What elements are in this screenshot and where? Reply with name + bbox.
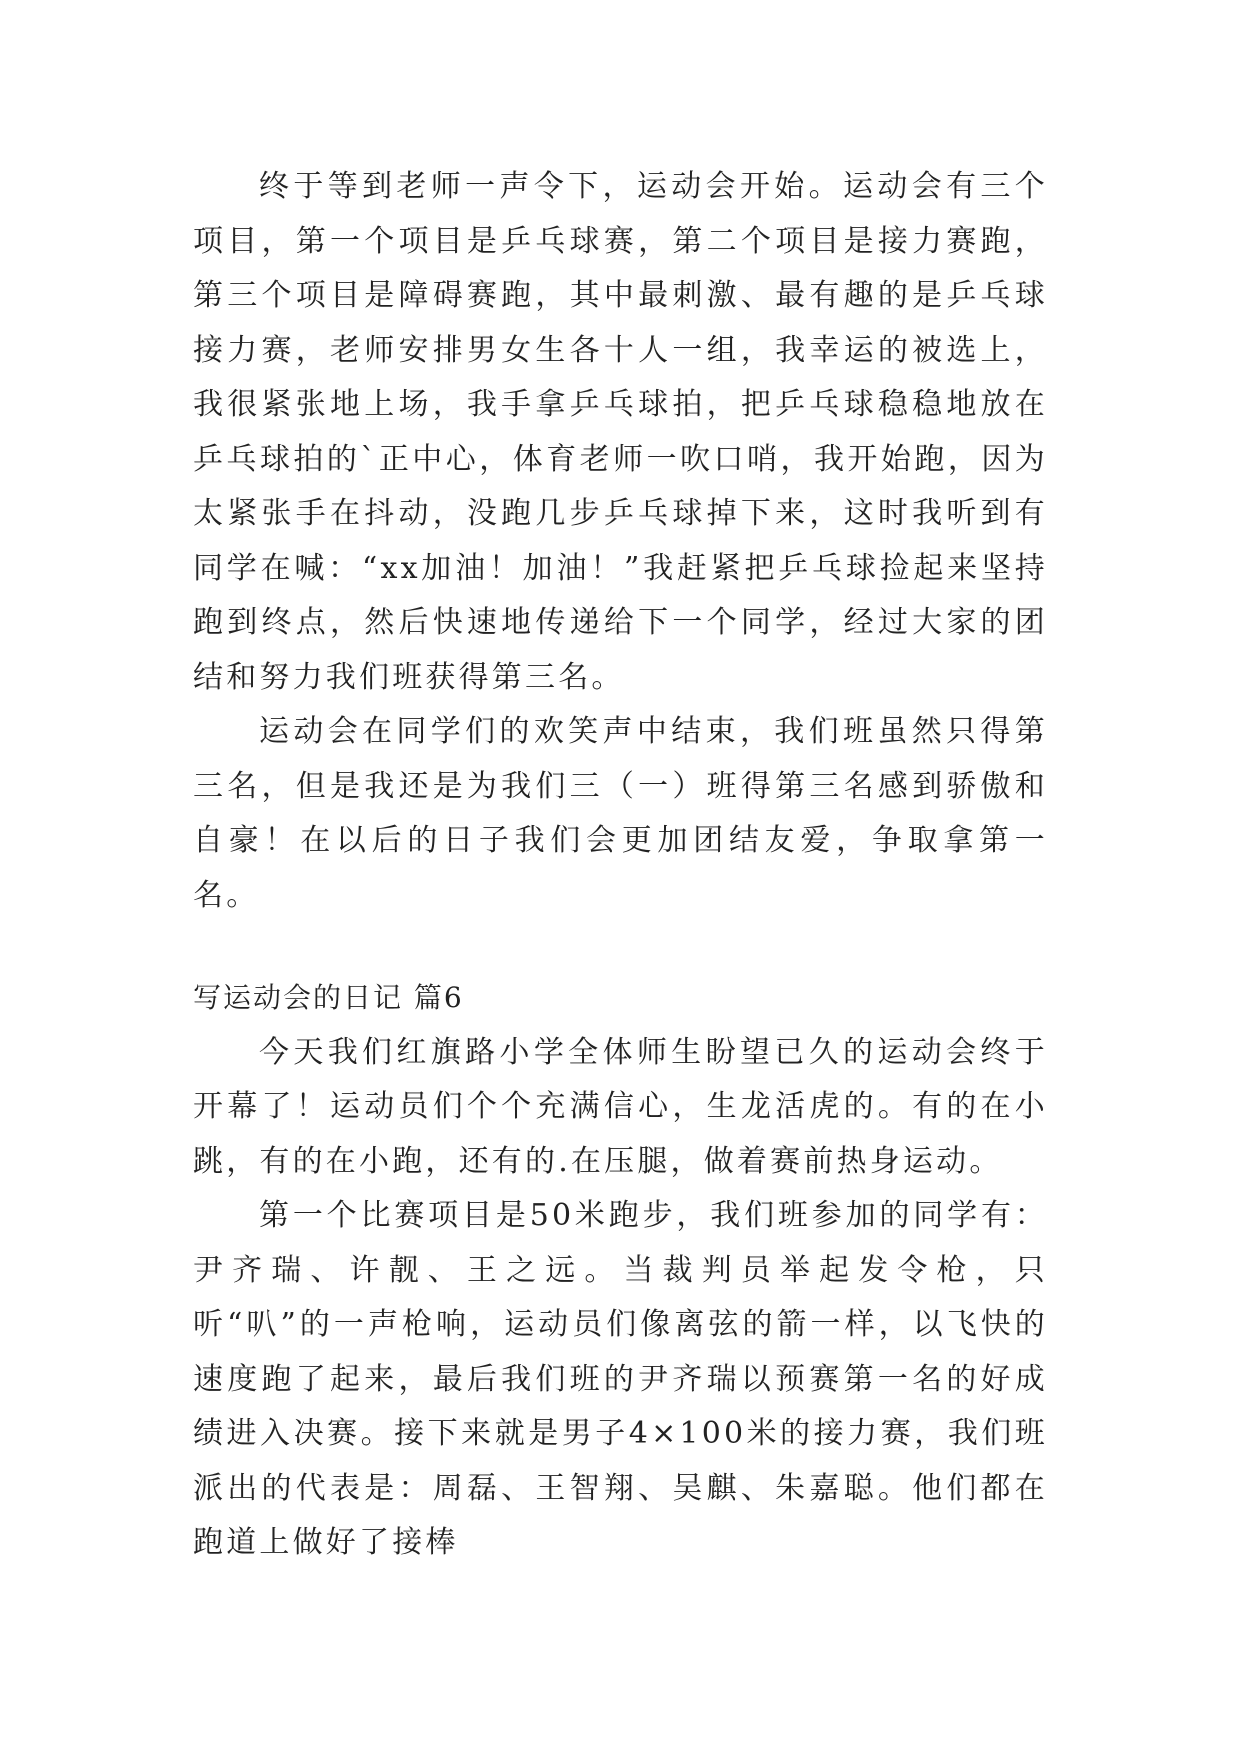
document-body — [193, 160, 1048, 1571]
section-heading: 写运动会的日记 篇6 — [193, 981, 464, 1014]
paragraph: 今天我们红旗路小学全体师生盼望已久的运动会终于开幕了！运动员们个个充满信心，生龙活虎的。有的在小跳，有的在小跑，还有的.在压腿，做着赛前热身运动。 — [193, 1034, 1048, 1179]
paragraph: 第一个比赛项目是50米跑步，我们班参加的同学有：尹齐瑞、许靓、王之远。当裁判员举起发令枪，只听“叭”的一声枪响，运动员们像离弦的箭一样，以飞快的速度跑了起来，最后我们班的尹齐瑞以预赛第一名的好成绩进入决赛。接下来就是男子4×100米的接力赛，我们班派出的代表是：周磊、王智翔、吴麒、朱嘉聪。他们都在跑道上做好了接棒 — [193, 1198, 1048, 1560]
paragraph: 运动会在同学们的欢笑声中结束，我们班虽然只得第三名，但是我还是为我们三（一）班得第三名感到骄傲和自豪！在以后的日子我们会更加团结友爱，争取拿第一名。 — [193, 714, 1048, 913]
paragraph: 终于等到老师一声令下，运动会开始。运动会有三个项目，第一个项目是乒乓球赛，第二个项目是接力赛跑，第三个项目是障碍赛跑，其中最刺激、最有趣的是乒乓球接力赛，老师安排男女生各十人一组，我幸运的被选上，我很紧张地上场，我手拿乒乓球拍，把乒乓球稳稳地放在乒乓球拍的`正中心，体育老师一吹口哨，我开始跑，因为太紧张手在抖动，没跑几步乒乓球掉下来，这时我听到有同学在喊：“xx加油！加油！”我赶紧把乒乓球捡起来坚持跑到终点，然后快速地传递给下一个同学，经过大家的团结和努力我们班获得第三名。 — [193, 169, 1048, 695]
